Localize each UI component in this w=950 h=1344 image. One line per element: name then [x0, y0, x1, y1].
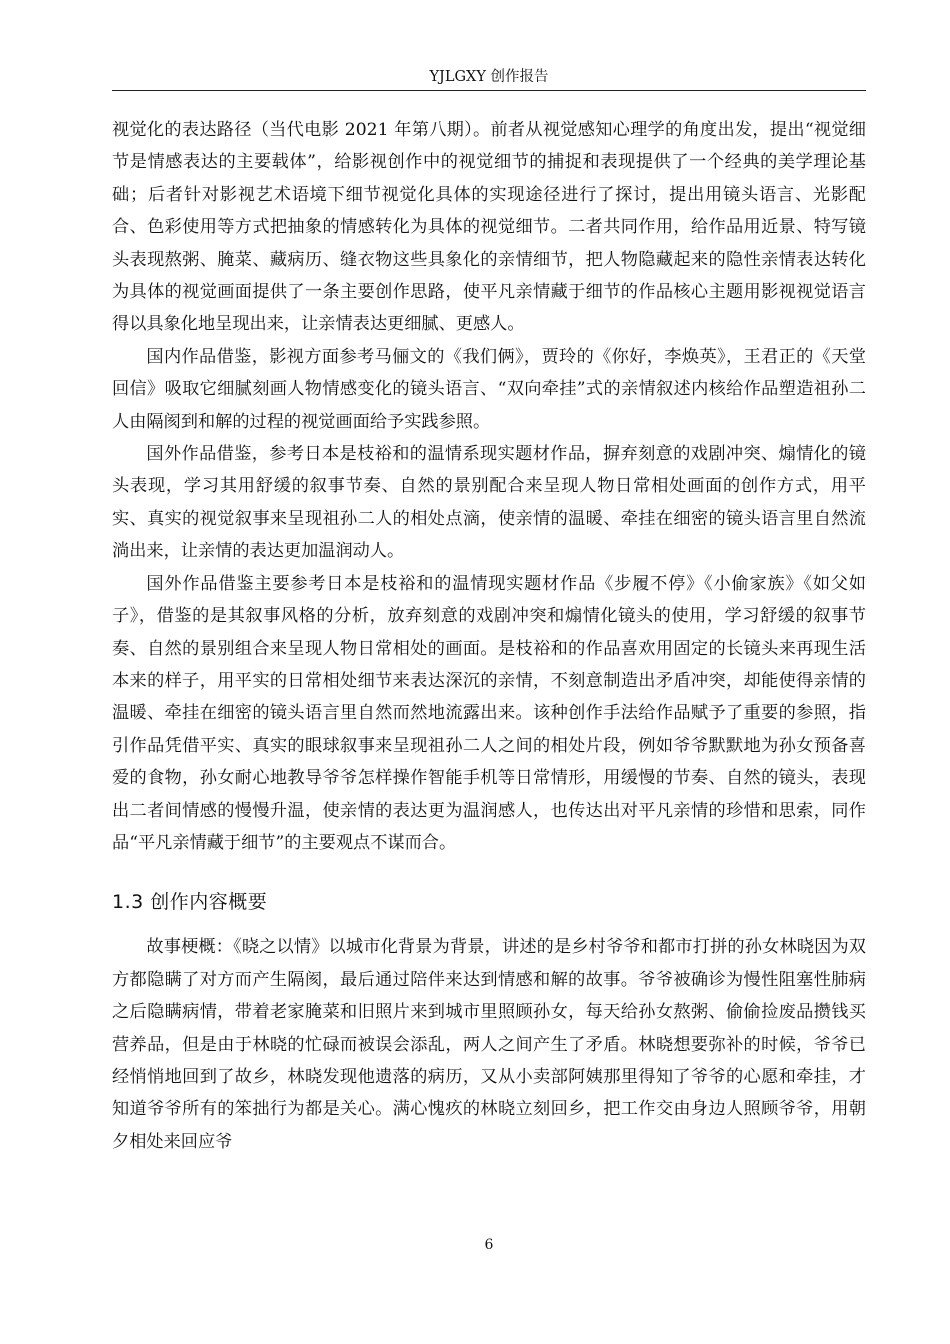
section-heading: 1.3 创作内容概要 — [112, 891, 268, 914]
document-body — [112, 114, 866, 1158]
paragraph-visual-theory: 视觉化的表达路径（当代电影 2021 年第八期）。前者从视觉感知心理学的角度出发，提出“视觉细节是情感表达的主要载体”，给影视创作中的视觉细节的捕捉和表现提供了一个经典的美学理论基础；后者针对影视艺术语境下细节视觉化具体的实现途径进行了探讨，提出用镜头语言、光影配合、色彩使用等方式把抽象的情感转化为具体的视觉细节。二者共同作用，给作品用近景、特写镜头表现熬粥、腌菜、藏病历、缝衣物这些具象化的亲情细节，把人物隐藏起来的隐性亲情表达转化为具体的视觉画面提供了一条主要创作思路，使平凡亲情藏于细节的作品核心主题用影视视觉语言得以具象化地呈现出来，让亲情表达更细腻、更感人。 — [112, 120, 866, 335]
paragraph-foreign-references: 国外作品借鉴，参考日本是枝裕和的温情系现实题材作品，摒弃刻意的戏剧冲突、煽情化的镜头表现，学习其用舒缓的叙事节奏、自然的景别配合来呈现人物日常相处画面的创作方式，用平实、真实的视觉叙事来呈现祖孙二人的相处点滴，使亲情的温暖、牵挂在细密的镜头语言里自然流淌出来，让亲情的表达更加温润动人。 — [112, 444, 866, 562]
paragraph-koreeda-references: 国外作品借鉴主要参考日本是枝裕和的温情现实题材作品《步履不停》《小偷家族》《如父如子》，借鉴的是其叙事风格的分析，放弃刻意的戏剧冲突和煽情化镜头的使用，学习舒缓的叙事节奏、自然的景别组合来呈现人物日常相处的画面。是枝裕和的作品喜欢用固定的长镜头来再现生活本来的样子，用平实的日常相处细节来表达深沉的亲情，不刻意制造出矛盾冲突，却能使得亲情的温暖、牵挂在细密的镜头语言里自然而然地流露出来。该种创作手法给作品赋予了重要的参照，指引作品凭借平实、真实的眼球叙事来呈现祖孙二人之间的相处片段，例如爷爷默默地为孙女预备喜爱的食物，孙女耐心地教导爷爷怎样操作智能手机等日常情形，用缓慢的节奏、自然的镜头，表现出二者间情感的慢慢升温，使亲情的表达更为温润感人，也传达出对平凡亲情的珍惜和思索，同作品“平凡亲情藏于细节”的主要观点不谋而合。 — [112, 573, 866, 853]
page-header: YJLGXY 创作报告 — [429, 69, 549, 85]
paragraph-domestic-references: 国内作品借鉴，影视方面参考马俪文的《我们俩》，贾玲的《你好，李焕英》，王君正的《天堂回信》吸取它细腻刻画人物情感变化的镜头语言、“双向牵挂”式的亲情叙述内核给作品塑造祖孙二人由隔阂到和解的过程的视觉画面给予实践参照。 — [112, 346, 866, 432]
header-rule — [112, 90, 866, 91]
paragraph-story-synopsis: 故事梗概：《晓之以情》以城市化背景为背景，讲述的是乡村爷爷和都市打拼的孙女林晓因为双方都隐瞒了对方而产生隔阂，最后通过陪伴来达到情感和解的故事。爷爷被确诊为慢性阻塞性肺病之后隐瞒病情，带着老家腌菜和旧照片来到城市里照顾孙女，每天给孙女熬粥、偷偷捡废品攒钱买营养品，但是由于林晓的忙碌而被误会添乱，两人之间产生了矛盾。林晓想要弥补的时候，爷爷已经悄悄地回到了故乡，林晓发现他遗落的病历，又从小卖部阿姨那里得知了爷爷的心愿和牵挂，才知道爷爷所有的笨拙行为都是关心。满心愧疚的林晓立刻回乡，把工作交由身边人照顾爷爷，用朝夕相处来回应爷 — [112, 937, 866, 1152]
page-number: 6 — [484, 1237, 494, 1253]
